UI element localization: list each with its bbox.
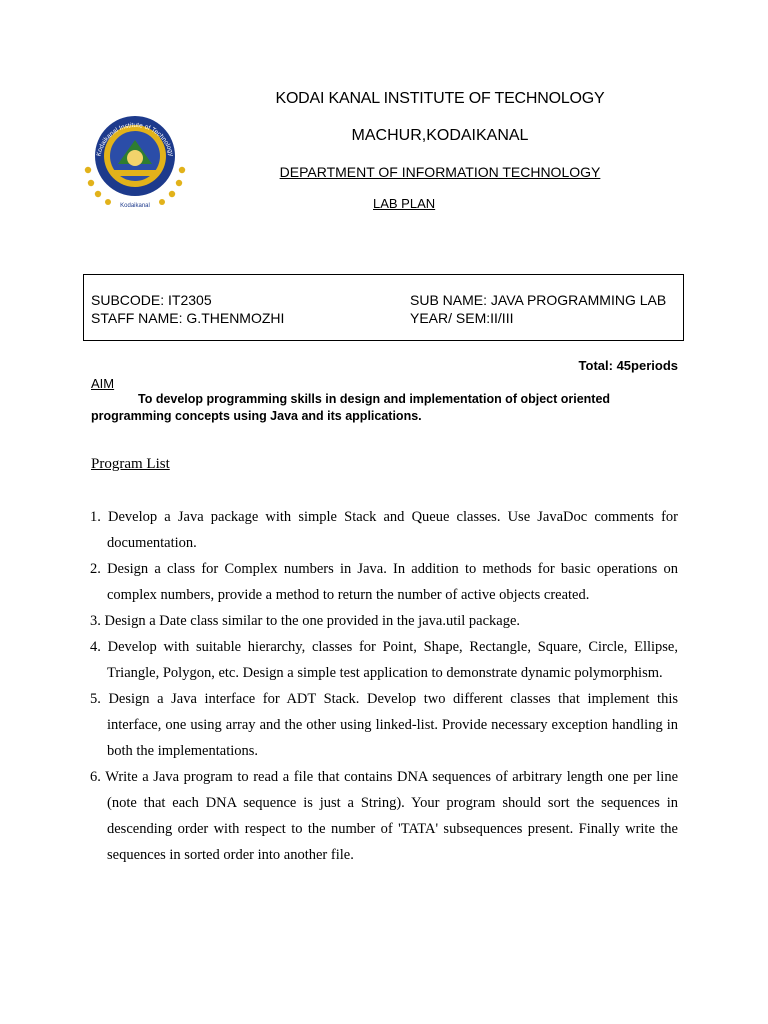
subject-code: SUBCODE: IT2305 [91, 292, 212, 308]
document-type: LAB PLAN [373, 196, 436, 211]
list-item: 5. Design a Java interface for ADT Stack. Develop two different classes that implement this interface, one using array and the other using linked-list. Provide necessary exception handling in both the implementations. [90, 691, 678, 759]
staff-name: STAFF NAME: G.THENMOZHI [91, 310, 285, 326]
aim-heading: AIM [91, 376, 115, 391]
subject-name: SUB NAME: JAVA PROGRAMMING LAB [410, 292, 667, 308]
logo-bottom-text: Kodaikanal [120, 203, 150, 209]
list-item: 6. Write a Java program to read a file that contains DNA sequences of arbitrary length one per line (note that each DNA sequence is just a String). Your program should sort the sequences in descending order with respect to the number of 'TATA' subsequences present. Finally write the sequences in sorted order into another file. [90, 769, 678, 863]
list-item: 2. Design a class for Complex numbers in Java. In addition to methods for basic operations on complex numbers, provide a method to return the number of active objects created. [90, 561, 678, 603]
logo-ring-text: Kodaikanal Institute of Technology [95, 121, 175, 157]
year-semester: YEAR/ SEM:II/III [410, 310, 514, 326]
list-item: 3. Design a Date class similar to the one provided in the java.util package. [90, 613, 521, 629]
aim-text: To develop programming skills in design and implementation of object oriented programming concepts using Java and its applications. [91, 392, 611, 423]
list-item: 1. Develop a Java package with simple Stack and Queue classes. Use JavaDoc comments for documentation. [90, 509, 678, 551]
institute-name: KODAI KANAL INSTITUTE OF TECHNOLOGY [275, 90, 605, 107]
institute-location: MACHUR,KODAIKANAL [351, 127, 529, 144]
program-list-heading: Program List [91, 456, 170, 472]
program-list [90, 504, 678, 868]
list-item: 4. Develop with suitable hierarchy, classes for Point, Shape, Rectangle, Square, Circle, Ellipse, Triangle, Polygon, etc. Design a simple test application to demonstrate dynamic polymorphism. [90, 639, 678, 681]
department-name: DEPARTMENT OF INFORMATION TECHNOLOGY [279, 164, 601, 180]
total-periods: Total: 45periods [578, 358, 678, 373]
